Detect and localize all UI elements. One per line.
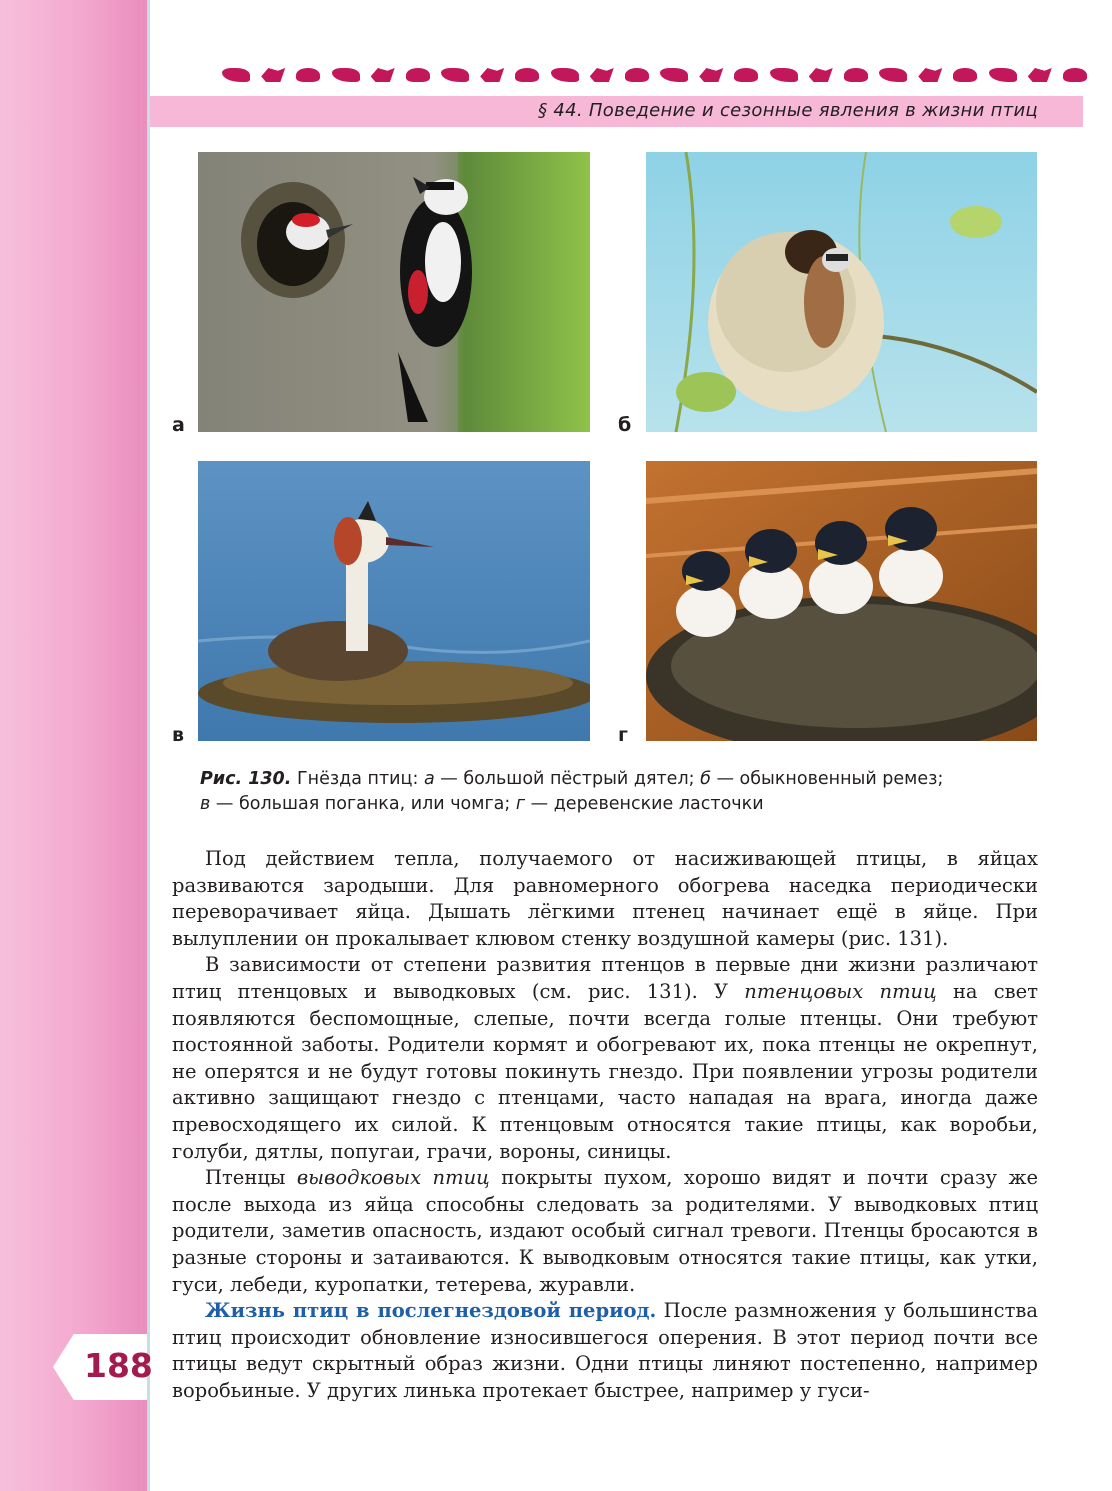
running-header [150, 96, 1083, 127]
figure-label-a: а [172, 414, 185, 436]
animal-icon [699, 68, 723, 82]
animal-icon [441, 68, 469, 82]
animal-icon [515, 68, 539, 82]
caption-text: — деревенские ласточки [530, 794, 764, 814]
term-italic: выводковых птиц [296, 1166, 490, 1190]
paragraph: Под действием тепла, получаемого от насиживающей птицы, в яйцах развиваются зародыши. Для равномерного обогрева наседка периодически переворачивает яйца. Дышать лёгкими птенец начинает ещё в яйце. При вылуплении он прокалывает клювом стенку воздушной камеры (рис. 131). [172, 847, 1038, 950]
animal-icon [371, 68, 395, 82]
paragraph-text: Птенцы [205, 1166, 286, 1190]
animal-icon [480, 68, 504, 82]
paragraph [172, 952, 1038, 1165]
photo-swallow-nest [646, 461, 1037, 741]
figure-label-b: б [618, 414, 632, 436]
animal-icon [222, 68, 250, 82]
caption-letter: в [200, 794, 211, 814]
paragraph [172, 1165, 1038, 1298]
animal-icon [296, 68, 320, 82]
paragraph-text: После размножения у большинства птиц происходит обновление износившегося оперения. В этот период почти все птицы ведут скрытный образ жизни. Одни птицы линяют постепенно, например воробьиные. У других линька протекает быстрее, например у гуси- [172, 1299, 1038, 1402]
figure-label-g: г [618, 724, 628, 746]
chapter-title: § 44. Поведение и сезонные явления в жизни птиц [538, 100, 1038, 121]
animal-icon [406, 68, 430, 82]
animal-icon [551, 68, 579, 82]
animal-silhouette-strip [222, 62, 1087, 88]
figure-number: Рис. 130. [200, 769, 292, 789]
animal-icon [770, 68, 798, 82]
photo-grebe-nest [198, 461, 590, 741]
caption-text: — обыкновенный ремез; [716, 769, 944, 789]
animal-icon [660, 68, 688, 82]
paragraph-text: на свет появляются беспомощные, слепые, почти всегда голые птенцы. Они требуют постоянной заботы. Родители кормят и обогревают их, пока птенцы не окрепнут, не оперятся и не будут готовы покинуть гнездо. При появлении угрозы родители активно защищают гнездо с птенцами, часто нападая на врага, иногда даже превосходящего их силой. К птенцовым относятся такие птицы, как воробьи, голуби, дятлы, попугаи, грачи, вороны, синицы. [172, 979, 1038, 1163]
caption-letter: б [700, 769, 711, 789]
animal-icon [844, 68, 868, 82]
caption-letter: а [423, 769, 435, 789]
figure-label-v: в [172, 724, 185, 746]
caption-text: — большая поганка, или чомга; [215, 794, 511, 814]
animal-icon [918, 68, 942, 82]
animal-icon [1063, 68, 1087, 82]
side-decoration-band [0, 0, 147, 1491]
figure-caption [200, 767, 1060, 817]
animal-icon [332, 68, 360, 82]
animal-icon [261, 68, 285, 82]
caption-text: — большой пёстрый дятел; [440, 769, 695, 789]
page-number: 188 [84, 1346, 153, 1385]
animal-icon [590, 68, 614, 82]
animal-icon [953, 68, 977, 82]
caption-letter: г [515, 794, 526, 814]
photo-woodpecker-nest [198, 152, 590, 432]
paragraph-text: В зависимости от степени развития птенцов в первые дни жизни различают птиц птенцовых и выводковых (см. рис. 131). У [172, 953, 1038, 1003]
side-edge-line [147, 0, 150, 1491]
animal-icon [989, 68, 1017, 82]
animal-icon [879, 68, 907, 82]
caption-text: Гнёзда птиц: [296, 769, 419, 789]
section-heading: Жизнь птиц в послегнездовой период. [205, 1299, 657, 1323]
animal-icon [625, 68, 649, 82]
animal-icon [809, 68, 833, 82]
paragraph [172, 1298, 1038, 1404]
body-text [172, 846, 1038, 1404]
photo-penduline-tit-nest [646, 152, 1037, 432]
animal-icon [1028, 68, 1052, 82]
paragraph-text: покрыты пухом, хорошо видят и почти сразу же после выхода из яйца способны следовать за родителями. У выводковых птиц родители, заметив опасность, издают особый сигнал тревоги. Птенцы бросаются в разные стороны и затаиваются. К выводковым относятся такие птицы, как утки, гуси, лебеди, куропатки, тетерева, журавли. [172, 1166, 1038, 1296]
term-italic: птенцовых птиц [744, 979, 937, 1003]
animal-icon [734, 68, 758, 82]
